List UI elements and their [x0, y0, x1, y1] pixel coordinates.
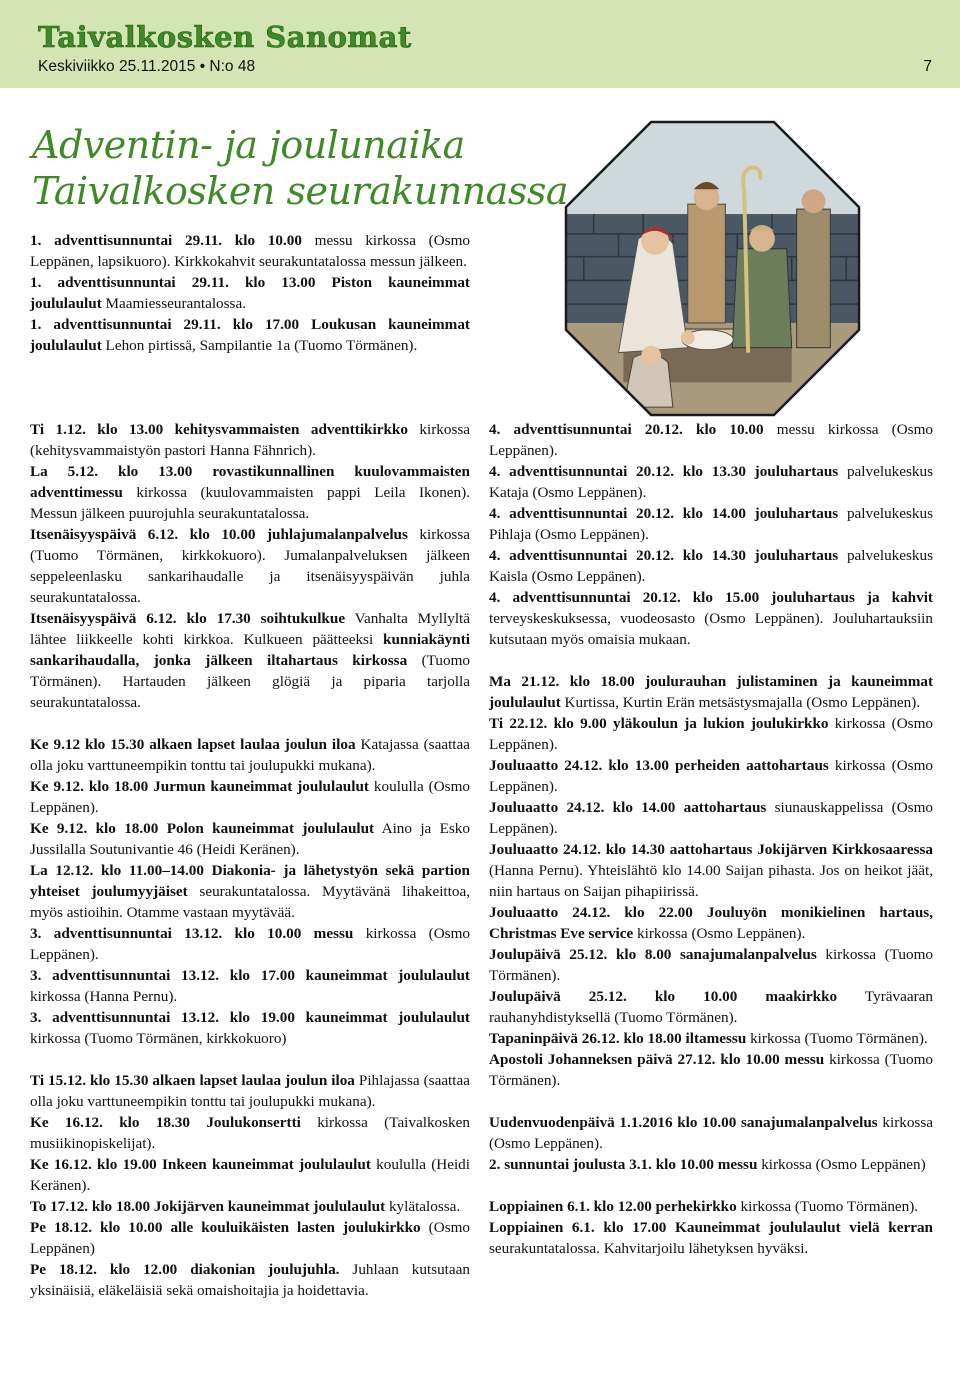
event-details: Katajassa (saattaa olla joku varttuneempikin tonttu tai joulupukki mukana).: [30, 736, 470, 774]
event-details: kirkossa (Osmo Leppänen).: [30, 925, 470, 963]
event-details: (Hanna Pernu). Yhteislähtö klo 14.00 Saijan pihasta. Jos on heikot jäät, niin hartaus on Saijan pihapiirissä.: [489, 862, 933, 900]
left-column: [30, 419, 470, 1301]
event-heading: Pe 18.12. klo 10.00 alle kouluikäisten lasten joulukirkko: [30, 1219, 421, 1236]
event-entry: [489, 1028, 933, 1049]
event-entry: [30, 461, 470, 524]
event-heading: Joulupäivä 25.12. klo 8.00 sanajumalanpalvelus: [489, 946, 817, 963]
headline-line-2: Taivalkosken seurakunnassa: [32, 169, 568, 213]
event-details: koululla (Osmo Leppänen).: [30, 778, 470, 816]
event-entry: [30, 314, 470, 356]
event-details: kirkossa (Osmo Leppänen).: [489, 1114, 933, 1152]
event-details: kirkossa (Osmo Leppänen).: [489, 715, 933, 753]
event-heading: 4. adventtisunnuntai 20.12. klo 15.00 jouluhartaus ja kahvit: [489, 589, 933, 606]
event-details: Tyrävaaran rauhanyhdistyksellä (Tuomo Törmänen).: [489, 988, 933, 1026]
event-entry: [30, 1217, 470, 1259]
event-entry: [489, 755, 933, 797]
event-entry: [489, 1112, 933, 1154]
event-heading: Ke 9.12. klo 18.00 Polon kauneimmat joululaulut: [30, 820, 375, 837]
event-details: (Osmo Leppänen): [30, 1219, 471, 1257]
event-entry: [30, 1196, 470, 1217]
event-entry: [30, 230, 470, 272]
event-details: kylätalossa.: [385, 1198, 461, 1215]
event-entry: [30, 860, 470, 923]
event-heading: Itsenäisyyspäivä 6.12. klo 10.00 juhlajumalanpalvelus: [30, 526, 408, 543]
event-entry: [489, 944, 933, 986]
event-entry: [30, 734, 470, 776]
masthead: [0, 0, 960, 88]
event-entry: [30, 818, 470, 860]
event-heading: 4. adventtisunnuntai 20.12. klo 14.00 jouluhartaus: [489, 505, 839, 522]
newspaper-title: Taivalkosken Sanomat: [38, 20, 412, 54]
event-heading: 3. adventtisunnuntai 13.12. klo 19.00 kauneimmat joululaulut: [30, 1009, 470, 1026]
section-spacer: [489, 1175, 933, 1196]
event-entry: [30, 1154, 470, 1196]
event-entry: [489, 986, 933, 1028]
event-entry: [30, 419, 470, 461]
event-details: kirkossa (Tuomo Törmänen, kirkkokuoro): [30, 1030, 287, 1047]
event-entry: [489, 839, 933, 902]
event-entry: [30, 524, 470, 608]
section-spacer: [30, 1049, 470, 1070]
event-heading: Apostoli Johanneksen päivä 27.12. klo 10.00 messu: [489, 1051, 825, 1068]
event-heading: Pe 18.12. klo 12.00 diakonian joulujuhla.: [30, 1261, 340, 1278]
event-heading: La 5.12. klo 13.00 rovastikunnallinen kuulovammaisten adventtimessu: [30, 463, 470, 501]
event-heading: Jouluaatto 24.12. klo 22.00 Jouluyön monikielinen hartaus, Christmas Eve service: [489, 904, 933, 942]
event-details: messu kirkossa (Osmo Leppänen, lapsikuoro). Kirkkokahvit seurakuntatalossa messun jälkeen.: [30, 232, 471, 270]
event-heading: Uudenvuodenpäivä 1.1.2016 klo 10.00 sanajumalanpalvelus: [489, 1114, 878, 1131]
event-heading: Tapaninpäivä 26.12. klo 18.00 iltamessu: [489, 1030, 747, 1047]
event-entry: [30, 923, 470, 965]
event-entry: [489, 671, 933, 713]
event-entry: [30, 1112, 470, 1154]
event-heading: Loppiainen 6.1. klo 17.00 Kauneimmat joululaulut vielä kerran: [489, 1219, 933, 1236]
event-heading: Jouluaatto 24.12. klo 14.00 aattohartaus: [489, 799, 767, 816]
event-entry: [30, 608, 470, 713]
event-details: (Tuomo Törmänen). Hartauden jälkeen glögiä ja piparia tarjolla seurakuntatalossa.: [30, 652, 470, 711]
event-details: Kurtissa, Kurtin Erän metsästysmajalla (Osmo Leppänen).: [560, 694, 921, 711]
event-heading: 1. adventtisunnuntai 29.11. klo 10.00: [30, 232, 302, 249]
event-details: Vanhalta Myllyltä lähtee liikkeelle kohti kirkkoa. Kulkueen päätteeksi: [30, 610, 470, 648]
event-heading: Ke 16.12. klo 19.00 Inkeen kauneimmat joululaulut: [30, 1156, 371, 1173]
event-heading: 1. adventtisunnuntai 29.11. klo 13.00 Piston kauneimmat joululaulut: [30, 274, 470, 312]
event-heading: Loppiainen 6.1. klo 12.00 perhekirkko: [489, 1198, 737, 1215]
article-headline: [32, 122, 568, 214]
event-details: Lehon pirtissä, Sampilantie 1a (Tuomo Törmänen).: [101, 337, 418, 354]
event-details: Maamiesseurantalossa.: [101, 295, 246, 312]
event-details: kirkossa (Tuomo Törmänen).: [489, 946, 933, 984]
event-heading: Itsenäisyyspäivä 6.12. klo 17.30 soihtukulkue: [30, 610, 346, 627]
section-spacer: [489, 650, 933, 671]
event-details: siunauskappelissa (Osmo Leppänen).: [489, 799, 933, 837]
event-entry: [30, 272, 470, 314]
section-spacer: [489, 1091, 933, 1112]
page-number: 7: [923, 58, 932, 75]
event-entry: [489, 419, 933, 461]
event-heading: To 17.12. klo 18.00 Jokijärven kauneimmat joululaulut: [30, 1198, 386, 1215]
event-heading: 3. adventtisunnuntai 13.12. klo 17.00 kauneimmat joululaulut: [30, 967, 470, 984]
event-details: messu kirkossa (Osmo Leppänen).: [489, 421, 933, 459]
event-entry: [489, 545, 933, 587]
event-details: kirkossa (Osmo Leppänen).: [633, 925, 806, 942]
event-details: Aino ja Esko Jussilalla Soutunivantie 46 (Heidi Keränen).: [30, 820, 470, 858]
event-details: kirkossa (Tuomo Törmänen, kirkkokuoro). Jumalanpalveluksen jälkeen seppeleenlasku sankarihaudalle ja itsenäisyyspäivän juhla seurakuntatalossa.: [30, 526, 470, 606]
event-details: kirkossa (Tuomo Törmänen).: [489, 1051, 933, 1089]
event-details: kirkossa (Tuomo Törmänen).: [746, 1030, 928, 1047]
event-heading: Ti 22.12. klo 9.00 yläkoulun ja lukion joulukirkko: [489, 715, 829, 732]
event-heading: Ke 9.12. klo 18.00 Jurmun kauneimmat joululaulut: [30, 778, 369, 795]
event-heading: 4. adventtisunnuntai 20.12. klo 14.30 jouluhartaus: [489, 547, 839, 564]
event-details: kirkossa (Tuomo Törmänen).: [736, 1198, 919, 1215]
event-heading: La 12.12. klo 11.00–14.00 Diakonia- ja lähetystyön sekä partion yhteiset joulumyyjäiset: [30, 862, 470, 900]
event-heading: Jouluaatto 24.12. klo 13.00 perheiden aattohartaus: [489, 757, 829, 774]
event-entry: [489, 1217, 933, 1259]
event-heading: 4. adventtisunnuntai 20.12. klo 10.00: [489, 421, 764, 438]
event-entry: [30, 965, 470, 1007]
event-entry: [489, 503, 933, 545]
event-heading: Ma 21.12. klo 18.00 joulurauhan julistaminen ja kauneimmat joululaulut: [489, 673, 933, 711]
event-heading: Jouluaatto 24.12. klo 14.30 aattohartaus Jokijärven Kirkkosaaressa: [489, 841, 933, 858]
event-heading: Ke 9.12 klo 15.30 alkaen lapset laulaa joulun iloa: [30, 736, 356, 753]
event-details: kirkossa (Osmo Leppänen): [757, 1156, 926, 1173]
event-details: palvelukeskus Kataja (Osmo Leppänen).: [489, 463, 934, 501]
event-entry: [30, 1007, 470, 1049]
event-heading: 3. adventtisunnuntai 13.12. klo 10.00 messu: [30, 925, 354, 942]
event-details: seurakuntatalossa. Myytävänä lihakeittoa, myös astioihin. Otamme vastaan myytävää.: [30, 883, 471, 921]
headline-line-1: Adventin- ja joulunaika: [32, 123, 465, 167]
event-heading: Ke 16.12. klo 18.30 Joulukonsertti: [30, 1114, 301, 1131]
event-details: kirkossa (kehitysvammaistyön pastori Hanna Fähnrich).: [30, 421, 471, 459]
event-heading: Ti 15.12. klo 15.30 alkaen lapset laulaa joulun iloa: [30, 1072, 355, 1089]
event-heading: 2. sunnuntai joulusta 3.1. klo 10.00 messu: [489, 1156, 758, 1173]
event-details: Juhlaan kutsutaan yksinäisiä, eläkeläisiä sekä omaishoitajia ja hoidettavia.: [30, 1261, 470, 1299]
event-details: palvelukeskus Pihlaja (Osmo Leppänen).: [489, 505, 934, 543]
event-details: terveyskeskuksessa, vuodeosasto (Osmo Leppänen). Jouluhartauksiin kutsutaan myös omaisia mukaan.: [489, 610, 933, 648]
intro-column: [30, 230, 470, 356]
event-entry: [489, 797, 933, 839]
event-entry: [489, 1049, 933, 1091]
event-details: kirkossa (Osmo Leppänen).: [489, 757, 933, 795]
event-details: kirkossa (Taivalkosken musiikinopiskelijat).: [30, 1114, 470, 1152]
event-entry: [489, 713, 933, 755]
event-details: palvelukeskus Kaisla (Osmo Leppänen).: [489, 547, 934, 585]
event-details: Pihlajassa (saattaa olla joku varttuneempikin tonttu tai joulupukki mukana).: [30, 1072, 470, 1110]
event-details: koululla (Heidi Keränen).: [30, 1156, 470, 1194]
event-heading: 1. adventtisunnuntai 29.11. klo 17.00 Loukusan kauneimmat joululaulut: [30, 316, 470, 354]
issue-date: Keskiviikko 25.11.2015 • N:o 48: [38, 58, 256, 75]
event-entry: [30, 1070, 470, 1112]
event-heading: Ti 1.12. klo 13.00 kehitysvammaisten adventtikirkko: [30, 421, 408, 438]
event-heading: kunniakäynti sankarihaudalla, jonka jälkeen iltahartaus kirkossa: [30, 631, 470, 669]
event-entry: [489, 587, 933, 650]
event-entry: [489, 1196, 933, 1217]
event-entry: [30, 776, 470, 818]
event-details: kirkossa (Hanna Pernu).: [30, 988, 178, 1005]
nativity-scene-illustration: [564, 120, 861, 417]
event-details: seurakuntatalossa. Kahvitarjoilu lähetyksen hyväksi.: [489, 1240, 809, 1257]
event-heading: Joulupäivä 25.12. klo 10.00 maakirkko: [489, 988, 838, 1005]
event-heading: 4. adventtisunnuntai 20.12. klo 13.30 jouluhartaus: [489, 463, 839, 480]
event-entry: [489, 1154, 933, 1175]
event-entry: [489, 902, 933, 944]
event-details: kirkossa (kuulovammaisten pappi Leila Ikonen). Messun jälkeen puurojuhla seurakuntatalossa.: [30, 484, 470, 522]
right-column: [489, 419, 933, 1259]
event-entry: [30, 1259, 470, 1301]
section-spacer: [30, 713, 470, 734]
event-entry: [489, 461, 933, 503]
